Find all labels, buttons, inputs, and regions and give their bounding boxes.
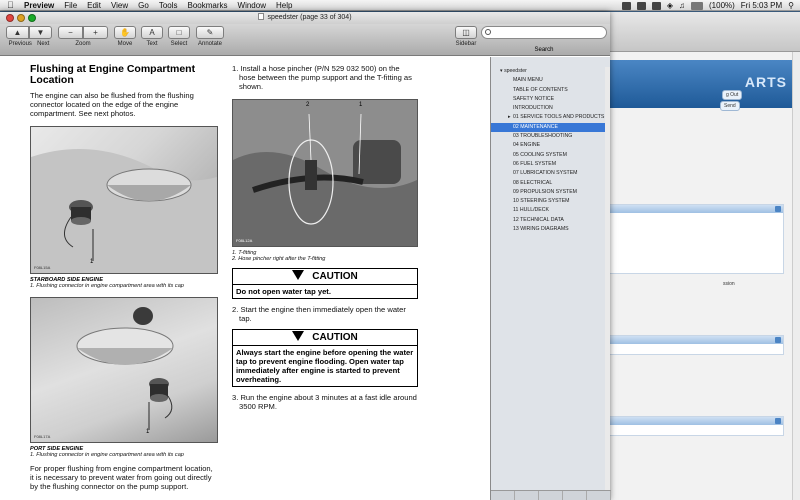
toc-item-lubrication-system[interactable]: 07 LUBRICATION SYSTEM <box>513 170 578 177</box>
collapse-icon[interactable] <box>775 418 781 424</box>
photo3-code: F08L12A <box>236 238 253 243</box>
previous-label: Previous <box>8 41 32 47</box>
photo2-caption: 1. Flushing connector in engine compartment area with its cap <box>30 452 184 458</box>
minimize-button[interactable] <box>17 14 25 22</box>
photo1-code: F08L15A <box>34 265 51 270</box>
zoom-button[interactable] <box>28 14 36 22</box>
next-label: Next <box>37 41 50 47</box>
search-label: Search <box>534 47 554 53</box>
photo3-caption-1: 1. T-fitting <box>232 250 257 256</box>
hose-pincher-drawing <box>233 100 417 247</box>
right-column <box>232 64 418 411</box>
toc-item-table-of-contents[interactable]: TABLE OF CONTENTS <box>513 86 568 93</box>
arrow-up-icon: ▲ <box>13 28 22 37</box>
window-title: speedster (page 33 of 304) <box>267 14 352 21</box>
disclosure-down-icon[interactable]: ▾ <box>500 68 503 74</box>
background-panel <box>602 416 784 436</box>
toc-item-maintenance[interactable]: 02 MAINTENANCE <box>491 123 610 132</box>
annotate-label: Annotate <box>197 41 223 47</box>
collapse-icon[interactable] <box>775 206 781 212</box>
sidebar-toggle[interactable] <box>455 26 477 47</box>
photo3-caption-2: 2. Hose pincher right after the T-fitting <box>232 256 326 262</box>
caution-box-1 <box>232 268 418 299</box>
text-cursor-icon: A <box>141 26 163 39</box>
spotlight-icon[interactable]: ⚲ <box>788 1 794 10</box>
list-view-icon[interactable] <box>539 491 563 500</box>
photo1-title: STARBOARD SIDE ENGINE <box>30 277 103 283</box>
section-heading: Flushing at Engine Compartment Location <box>30 63 196 86</box>
menu-bar <box>0 0 800 11</box>
left-column <box>30 64 218 491</box>
text-label: Text <box>146 41 158 47</box>
photo3-callout-1: 1 <box>359 102 363 108</box>
menubar-clock[interactable]: Fri 5:03 PM <box>740 1 783 10</box>
toc-root[interactable] <box>491 67 610 76</box>
gear-icon[interactable] <box>563 491 587 500</box>
port-engine-drawing <box>31 298 217 443</box>
background-panel <box>602 335 784 355</box>
zoom-label: Zoom <box>75 41 91 47</box>
bluetooth-icon[interactable] <box>637 2 646 10</box>
background-session-link[interactable]: ssion <box>723 281 735 287</box>
background-banner <box>590 60 795 108</box>
collapse-icon[interactable] <box>775 337 781 343</box>
status-app-icon[interactable] <box>622 2 631 10</box>
toc-item-fuel-system[interactable]: 06 FUEL SYSTEM <box>513 160 557 167</box>
caution-box-2 <box>232 329 418 387</box>
toc-item-main-menu[interactable]: MAIN MENU <box>513 77 543 84</box>
thumbnail-view-icon[interactable] <box>515 491 539 500</box>
next-button[interactable] <box>29 26 52 39</box>
pdf-file-icon <box>258 13 264 20</box>
background-scrollbar[interactable] <box>792 52 800 500</box>
step-2: 2. Start the engine then immediately open the water tap. <box>232 305 406 323</box>
preview-window <box>0 12 610 500</box>
select-tool[interactable] <box>168 26 190 47</box>
prev-next-group <box>6 26 52 47</box>
sidebar-icon: ◫ <box>455 26 477 39</box>
toc-item-engine[interactable]: 04 ENGINE <box>513 142 541 149</box>
close-button[interactable] <box>6 14 14 22</box>
disclosure-right-icon[interactable]: ▸ <box>508 114 511 121</box>
caution-2-text: Always start the engine before opening the water tap to prevent engine flooding. Open water tap immediately after engine is started to prevent overheating. <box>236 348 414 384</box>
caution-1-heading: CAUTION <box>312 271 358 282</box>
search-input[interactable] <box>481 26 607 39</box>
hose-pincher-photo <box>232 99 418 247</box>
annotate-icon: ✎ <box>196 26 224 39</box>
toc-item-propulsion-system[interactable]: 09 PROPULSION SYSTEM <box>513 188 577 195</box>
zoom-out-icon: − <box>68 28 73 37</box>
text-tool[interactable] <box>141 26 163 47</box>
move-label: Move <box>117 41 133 47</box>
warning-triangle-icon <box>292 270 304 280</box>
photo2-title: PORT SIDE ENGINE <box>30 446 84 452</box>
wifi-icon[interactable]: ◈ <box>666 1 673 10</box>
zoom-in-button[interactable] <box>83 26 108 39</box>
document-page[interactable] <box>0 57 490 500</box>
title-bar <box>0 12 610 24</box>
zoom-out-button[interactable] <box>58 26 83 39</box>
select-label: Select <box>170 41 188 47</box>
toc-item-service-tools-label: 01 SERVICE TOOLS AND PRODUCTS <box>513 114 605 121</box>
toc-item-troubleshooting[interactable]: 03 TROUBLESHOOTING <box>513 133 573 140</box>
photo2-code: F08L17A <box>34 434 51 439</box>
toc-root-label: speedster <box>504 68 527 74</box>
intro-paragraph: The engine can also be flushed from the flushing connector located on the edge of the engine compartment. See next photos. <box>30 91 194 118</box>
toc-item-safety-notice[interactable]: SAFETY NOTICE <box>513 95 555 102</box>
caution-1-text: Do not open water tap yet. <box>236 287 331 296</box>
background-brand: ARTS <box>744 74 787 90</box>
starboard-engine-photo <box>30 126 218 274</box>
caution-2-heading: CAUTION <box>312 332 358 343</box>
sidebar-toc <box>490 57 610 500</box>
marquee-icon: □ <box>168 26 190 39</box>
background-window-toolbar <box>590 12 800 52</box>
search-icon <box>485 29 491 35</box>
zoom-group <box>58 26 108 47</box>
step-1: 1. Install a hose pincher (P/N 529 032 500) on the hose between the pump support and the T-fitting as shown. <box>232 64 412 91</box>
battery-percent: (100%) <box>709 1 735 10</box>
background-send-button[interactable]: Send <box>720 101 740 111</box>
sidebar-resize-handle[interactable] <box>491 491 515 500</box>
menu-help[interactable]: Help <box>275 1 293 10</box>
toc-item-cooling-system[interactable]: 05 COOLING SYSTEM <box>513 151 567 158</box>
toc-item-hull-deck[interactable]: 11 HULL/DECK <box>513 207 549 214</box>
time-machine-icon[interactable] <box>652 2 661 10</box>
menu-file[interactable]: File <box>64 1 78 10</box>
outro-paragraph: For proper flushing from engine compartment location, it is necessary to prevent water from going out directly by the flushing connector on the pump support. <box>30 464 213 491</box>
photo2-callout: 1 <box>146 429 150 435</box>
menu-go[interactable]: Go <box>138 1 149 10</box>
toc-item-steering-system[interactable]: 10 STEERING SYSTEM <box>513 198 570 205</box>
battery-icon[interactable] <box>691 2 703 10</box>
sidebar-scrollbar[interactable] <box>605 67 610 490</box>
warning-triangle-icon <box>292 331 304 341</box>
annotation-icon[interactable] <box>587 491 611 500</box>
background-window <box>590 12 800 500</box>
arrow-down-icon: ▼ <box>36 28 45 37</box>
menu-window[interactable]: Window <box>237 1 266 10</box>
photo3-callout-2: 2 <box>306 102 310 108</box>
hand-icon: ✋ <box>114 26 136 39</box>
menu-view[interactable]: View <box>110 1 129 10</box>
photo1-callout: 1 <box>90 259 94 265</box>
move-tool[interactable] <box>114 26 136 47</box>
previous-button[interactable] <box>6 26 29 39</box>
annotate-tool[interactable] <box>196 26 224 47</box>
background-logout-link[interactable]: g Out <box>722 90 742 100</box>
toc-item-electrical[interactable]: 08 ELECTRICAL <box>513 179 553 186</box>
toc-item-technical-data[interactable]: 12 TECHNICAL DATA <box>513 216 564 223</box>
sidebar-label: Sidebar <box>455 41 477 47</box>
port-engine-photo <box>30 297 218 443</box>
toc-item-service-tools[interactable] <box>491 113 610 122</box>
toc-item-introduction[interactable]: INTRODUCTION <box>513 105 553 112</box>
background-panel <box>602 204 784 274</box>
menu-bookmarks[interactable]: Bookmarks <box>187 1 228 10</box>
sidebar-footer <box>491 490 611 500</box>
photo1-caption: 1. Flushing connector in engine compartment area with its cap <box>30 283 184 289</box>
toolbar <box>0 24 610 56</box>
step-3: 3. Run the engine about 3 minutes at a fast idle around 3500 RPM. <box>232 393 417 411</box>
apple-menu-icon[interactable] <box>7 0 14 11</box>
toc-item-wiring-diagrams[interactable]: 13 WIRING DIAGRAMS <box>513 226 569 233</box>
zoom-in-icon: + <box>93 28 98 37</box>
menu-tools[interactable]: Tools <box>158 1 178 10</box>
volume-icon[interactable]: ♫ <box>679 1 685 10</box>
menu-edit[interactable]: Edit <box>87 1 101 10</box>
starboard-engine-drawing <box>31 127 217 274</box>
menu-app[interactable]: Preview <box>24 1 55 10</box>
